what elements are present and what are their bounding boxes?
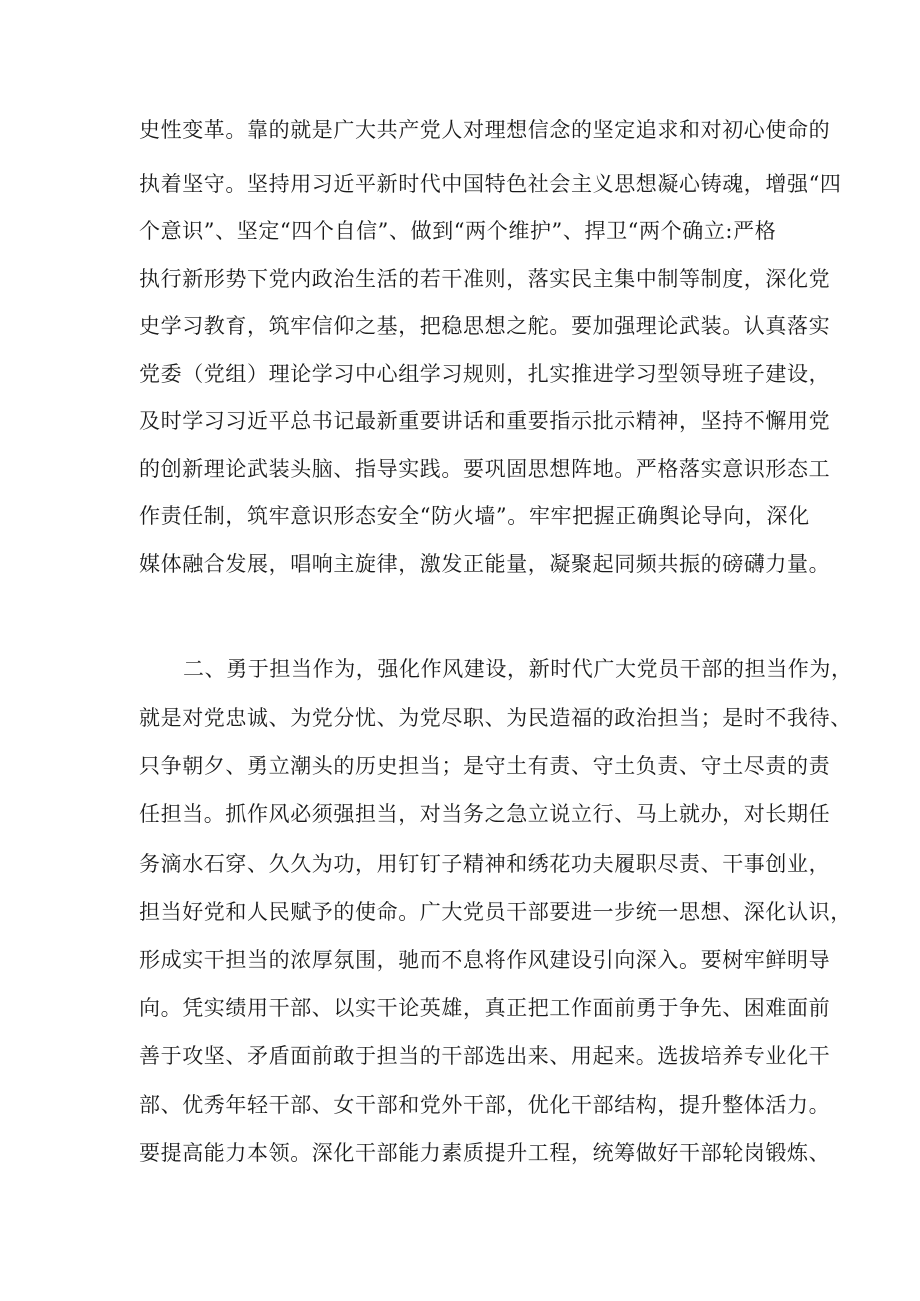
text-line: 就是对党忠诚、为党分忧、为党尽职、为民造福的政治担当；是时不我待、: [139, 706, 852, 730]
text-line: 二、勇于担当作为，强化作风建设，新时代广大党员干部的担当作为，: [183, 657, 853, 681]
text-line: 务滴水石穿、久久为功，用钉钉子精神和绣花功夫履职尽责、干事创业，: [139, 852, 831, 876]
text-line: 部、优秀年轻干部、女干部和党外干部，优化干部结构，提升整体活力。: [139, 1093, 831, 1117]
text-line: 史性变革。靠的就是广大共产党人对理想信念的坚定追求和对初心使命的: [139, 118, 831, 142]
text-line: 及时学习习近平总书记最新重要讲话和重要指示批示精神，坚持不懈用党: [139, 409, 831, 433]
text-line: 执着坚守。坚持用习近平新时代中国特色社会主义思想凝心铸魂，增强“四: [139, 172, 842, 196]
text-line: 党委（党组）理论学习中心组学习规则，扎实推进学习型领导班子建设，: [139, 362, 831, 386]
text-line: 的创新理论武装头脑、指导实践。要巩固思想阵地。严格落实意识形态工: [139, 457, 831, 481]
text-line: 作责任制，筑牢意识形态安全“防火墙”。牢牢把握正确舆论导向，深化: [139, 504, 810, 528]
text-line: 只争朝夕、勇立潮头的历史担当；是守土有责、守土负责、守土尽责的责: [139, 754, 831, 778]
text-line: 要提高能力本领。深化干部能力素质提升工程，统筹做好干部轮岗锻炼、: [139, 1141, 831, 1165]
text-line: 向。凭实绩用干部、以实干论英雄，真正把工作面前勇于争先、困难面前: [139, 996, 831, 1020]
text-line: 执行新形势下党内政治生活的若干准则，落实民主集中制等制度，深化党: [139, 267, 831, 291]
text-line: 善于攻坚、矛盾面前敢于担当的干部选出来、用起来。选拔培养专业化干: [139, 1044, 831, 1068]
text-line: 形成实干担当的浓厚氛围，驰而不息将作风建设引向深入。要树牢鲜明导: [139, 948, 831, 972]
text-line: 媒体融合发展，唱响主旋律，激发正能量，凝聚起同频共振的磅礴力量。: [139, 552, 831, 576]
text-line: 担当好党和人民赋予的使命。广大党员干部要进一步统一思想、深化认识，: [139, 900, 852, 924]
text-line: 任担当。抓作风必须强担当，对当务之急立说立行、马上就办，对长期任: [139, 802, 831, 826]
text-line: 史学习教育，筑牢信仰之基，把稳思想之舵。要加强理论武装。认真落实: [139, 314, 831, 338]
text-line: 个意识”、坚定“四个自信”、做到“两个维护”、捍卫“两个确立:严格: [139, 219, 777, 243]
